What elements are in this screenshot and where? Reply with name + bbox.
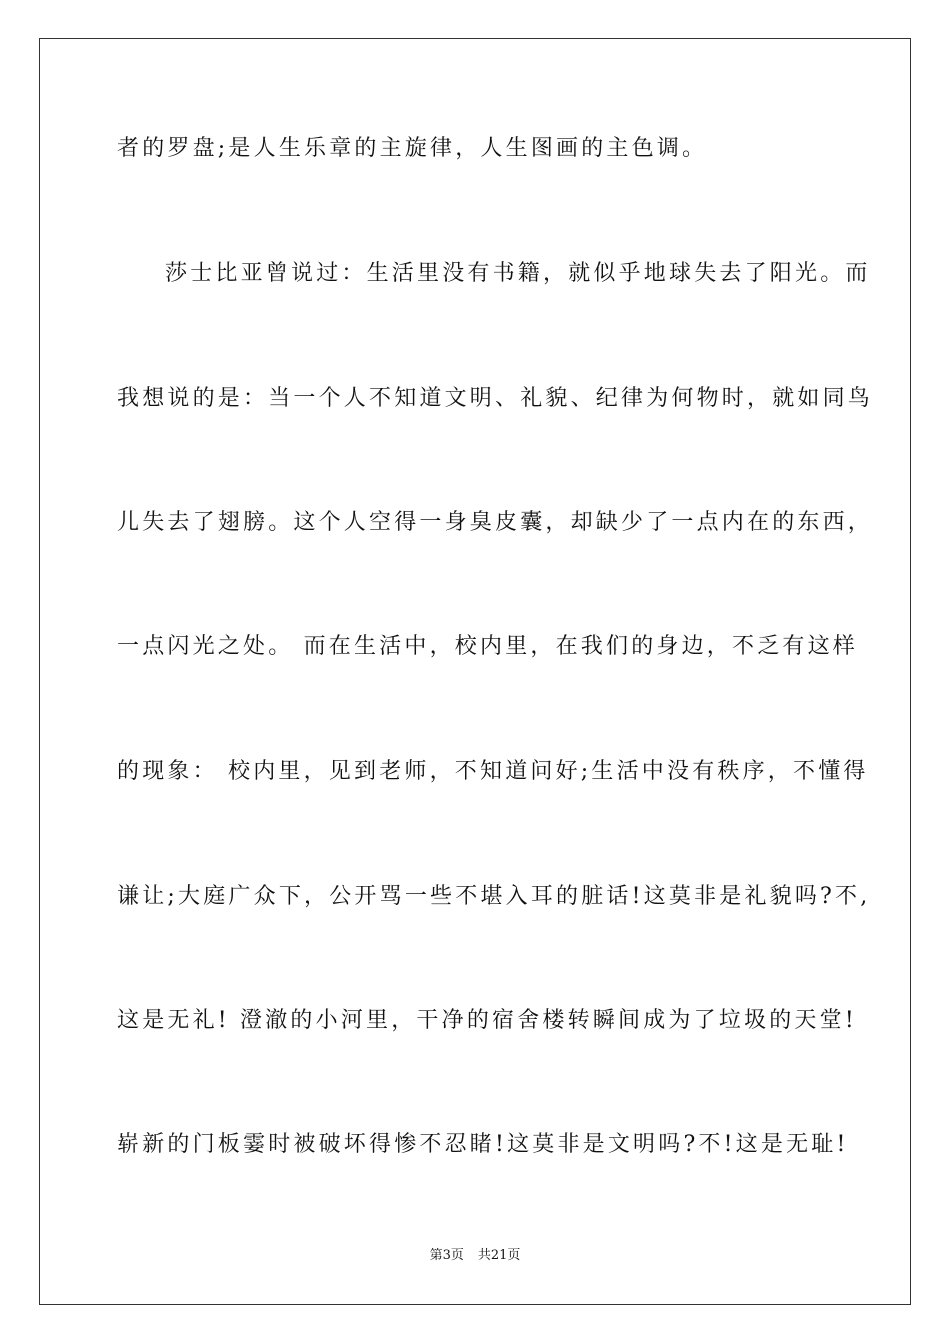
text-line-2: 莎士比亚曾说过：生活里没有书籍，就似乎地球失去了阳光。而 bbox=[165, 261, 871, 286]
page-footer bbox=[0, 1247, 950, 1265]
text-line-3: 我想说的是：当一个人不知道文明、礼貌、纪律为何物时，就如同鸟 bbox=[117, 386, 874, 411]
page-frame bbox=[39, 38, 911, 1305]
text-line-5: 一点闪光之处。 而在生活中，校内里，在我们的身边，不乏有这样 bbox=[117, 634, 858, 659]
text-line-8: 这是无礼! 澄澈的小河里，干净的宿舍楼转瞬间成为了垃圾的天堂! bbox=[117, 1008, 857, 1033]
text-line-9: 崭新的门板霎时被破坏得惨不忍睹!这莫非是文明吗?不!这是无耻! bbox=[117, 1132, 849, 1157]
text-line-6: 的现象： 校内里，见到老师，不知道问好;生活中没有秩序，不懂得 bbox=[117, 759, 869, 784]
page-number: 第3页 bbox=[429, 1248, 464, 1263]
text-line-7: 谦让;大庭广众下，公开骂一些不堪入耳的脏话!这莫非是礼貌吗?不, bbox=[117, 884, 871, 909]
text-line-1: 者的罗盘;是人生乐章的主旋律，人生图画的主色调。 bbox=[117, 136, 708, 161]
page-total: 共21页 bbox=[477, 1248, 521, 1263]
text-line-4: 儿失去了翅膀。这个人空得一身臭皮囊，却缺少了一点内在的东西， bbox=[117, 510, 874, 535]
